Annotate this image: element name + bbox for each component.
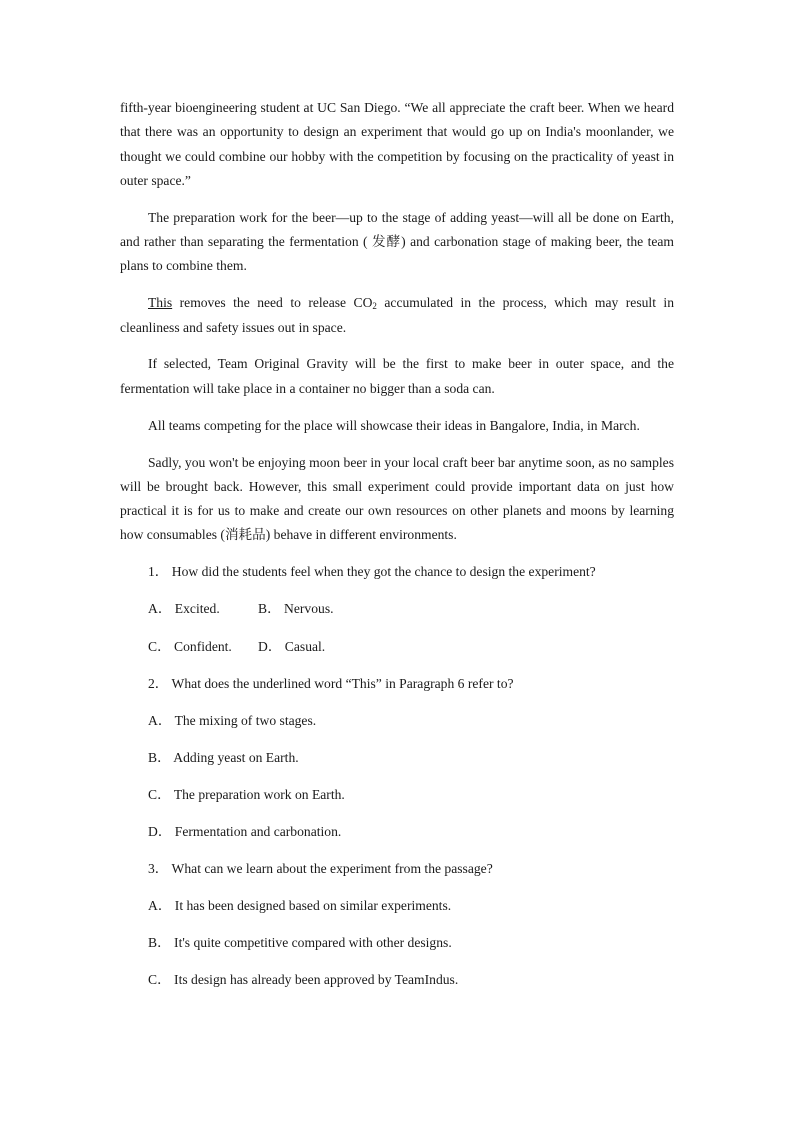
question-1-options-row-2 bbox=[148, 635, 674, 659]
q2-option-a[interactable]: A． The mixing of two stages. bbox=[148, 712, 317, 728]
q1-option-c[interactable]: C． Confident. bbox=[148, 638, 232, 654]
passage-paragraph-2: The preparation work for the beer—up to the stage of adding yeast—will all be done on Earth, and rather than separating the fermentation ( 发酵) and carbonation stage of making beer, the team plans to combine them. bbox=[120, 209, 674, 274]
passage-paragraph-3 bbox=[120, 291, 674, 340]
question-1-stem: 1． How did the students feel when they got the chance to design the experiment? bbox=[148, 564, 596, 580]
passage-paragraph-6: Sadly, you won't be enjoying moon beer in your local craft beer bar anytime soon, as no samples will be brought back. However, this small experiment could provide important data on just how practical it is for us to make and create our own resources on other planets and moons by learning how consumables (消耗品) behave in different environments. bbox=[120, 454, 674, 543]
paragraph-3-text-b: accumulated in the process, which may result in cleanliness and safety issues out in space. bbox=[120, 295, 674, 335]
document-page bbox=[120, 96, 674, 1005]
q2-option-b[interactable]: B． Adding yeast on Earth. bbox=[148, 749, 299, 765]
passage-paragraph-4: If selected, Team Original Gravity will be the first to make beer in outer space, and the fermentation will take place in a container no bigger than a soda can. bbox=[120, 356, 674, 396]
q2-option-c[interactable]: C． The preparation work on Earth. bbox=[148, 786, 345, 802]
q2-option-d[interactable]: D． Fermentation and carbonation. bbox=[148, 823, 342, 839]
q1-option-d[interactable]: D． Casual. bbox=[258, 638, 326, 654]
paragraph-3-text-a: removes the need to release CO bbox=[172, 295, 373, 311]
underlined-word: This bbox=[148, 295, 173, 311]
question-2-stem: 2． What does the underlined word “This” in Paragraph 6 refer to? bbox=[148, 675, 514, 691]
q3-option-a[interactable]: A． It has been designed based on similar experiments. bbox=[148, 898, 452, 914]
passage-paragraph-5: All teams competing for the place will showcase their ideas in Bangalore, India, in March. bbox=[148, 417, 640, 433]
question-3-stem: 3． What can we learn about the experiment from the passage? bbox=[148, 861, 493, 877]
co2-subscript: 2 bbox=[372, 301, 377, 312]
question-1-options-row-1 bbox=[148, 597, 674, 621]
passage-paragraph-1: fifth-year bioengineering student at UC San Diego. “We all appreciate the craft beer. When we heard that there was an opportunity to design an experiment that would go up on India's moonlander, we thought we could combine our hobby with the competition by focusing on the practicality of yeast in outer space.” bbox=[120, 100, 674, 188]
q1-option-b[interactable]: B． Nervous. bbox=[258, 601, 334, 617]
q3-option-b[interactable]: B． It's quite competitive compared with other designs. bbox=[148, 935, 452, 951]
q3-option-c[interactable]: C． Its design has already been approved by TeamIndus. bbox=[148, 972, 459, 988]
q1-option-a[interactable]: A． Excited. bbox=[148, 601, 220, 617]
